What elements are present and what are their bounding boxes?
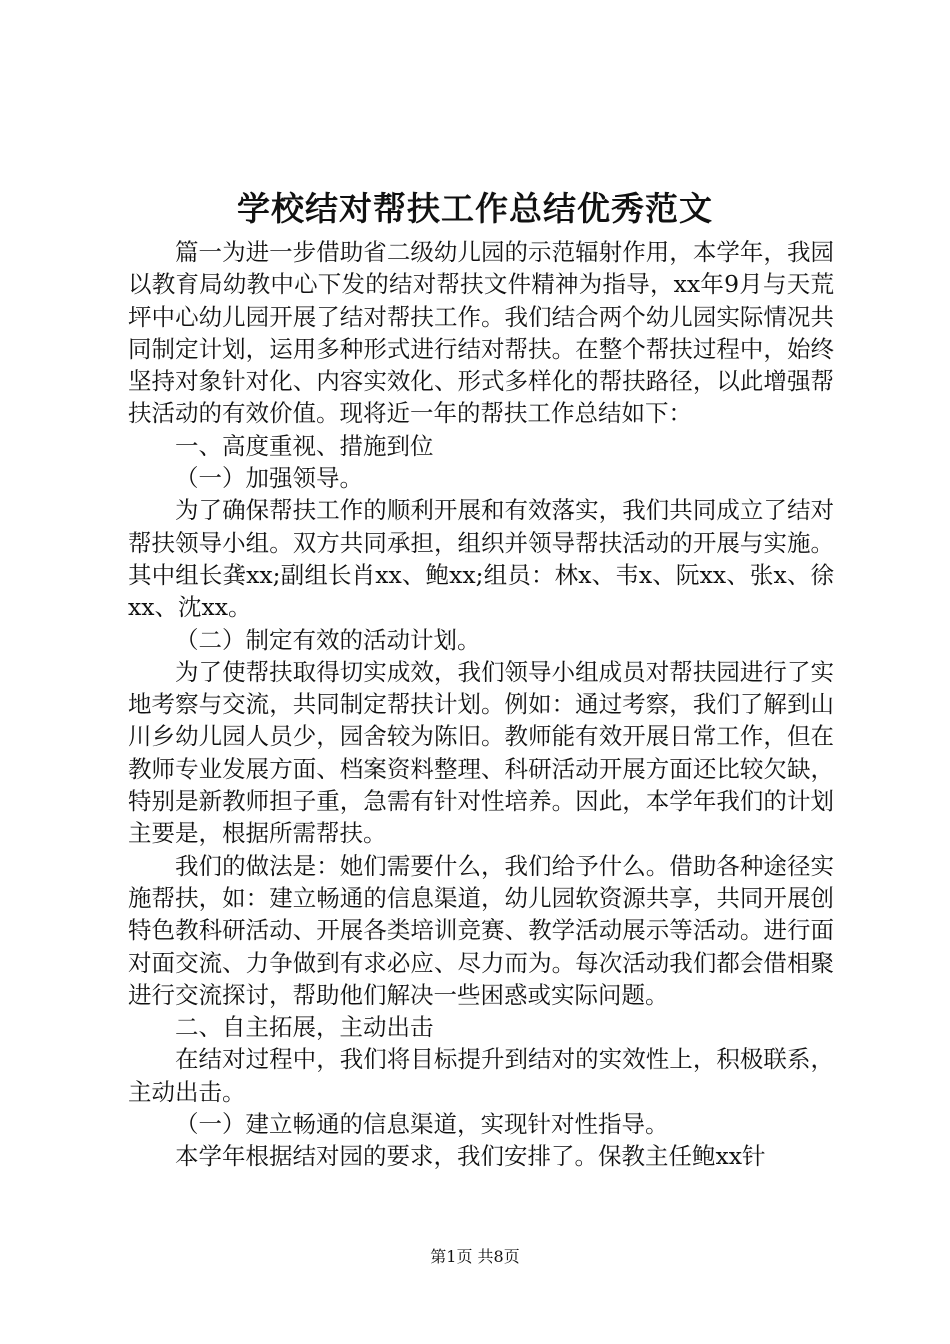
section-heading-1: 一、高度重视、措施到位: [175, 431, 434, 460]
document-body: [128, 236, 834, 1173]
paragraph-outreach: 在结对过程中，我们将目标提升到结对的实效性上，积极联系，主动出击。: [128, 1045, 834, 1106]
paragraph-intro: 篇一为进一步借助省二级幼儿园的示范辐射作用，本学年，我园以教育局幼教中心下发的结对帮扶文件精神为指导，xx年9月与天荒坪中心幼儿园开展了结对帮扶工作。我们结合两个幼儿园实际情况共同制定计划，运用多种形式进行结对帮扶。在整个帮扶过程中，始终坚持对象针对化、内容实效化、形式多样化的帮扶路径，以此增强帮扶活动的有效价值。现将近一年的帮扶工作总结如下：: [128, 238, 834, 428]
subsection-heading-1-1: （一）加强领导。: [175, 464, 363, 493]
document-title: 学校结对帮扶工作总结优秀范文: [237, 189, 713, 228]
page-number-footer: 第1页 共8页: [430, 1247, 520, 1266]
subsection-heading-2-1: （一）建立畅通的信息渠道，实现针对性指导。: [175, 1110, 669, 1139]
paragraph-leadership: 为了确保帮扶工作的顺利开展和有效落实，我们共同成立了结对帮扶领导小组。双方共同承担，组织并领导帮扶活动的开展与实施。其中组长龚xx;副组长肖xx、鲍xx;组员：林x、韦x、阮xx、张x、徐xx、沈xx。: [128, 496, 834, 622]
section-heading-2: 二、自主拓展，主动出击: [175, 1013, 434, 1042]
paragraph-plan: 为了使帮扶取得切实成效，我们领导小组成员对帮扶园进行了实地考察与交流，共同制定帮扶计划。例如：通过考察，我们了解到山川乡幼儿园人员少，园舍较为陈旧。教师能有效开展日常工作，但在教师专业发展方面、档案资料整理、科研活动开展方面还比较欠缺，特别是新教师担子重，急需有针对性培养。因此，本学年我们的计划主要是，根据所需帮扶。: [128, 657, 834, 848]
subsection-heading-1-2: （二）制定有效的活动计划。: [175, 625, 481, 654]
paragraph-methods: 我们的做法是：她们需要什么，我们给予什么。借助各种途径实施帮扶，如：建立畅通的信息渠道，幼儿园软资源共享，共同开展创特色教科研活动、开展各类培训竞赛、教学活动展示等活动。进行面对面交流、力争做到有求必应、尽力而为。每次活动我们都会借相聚进行交流探讨，帮助他们解决一些困惑或实际问题。: [128, 851, 834, 1009]
paragraph-arrangement: 本学年根据结对园的要求，我们安排了。保教主任鲍xx针: [175, 1142, 766, 1171]
